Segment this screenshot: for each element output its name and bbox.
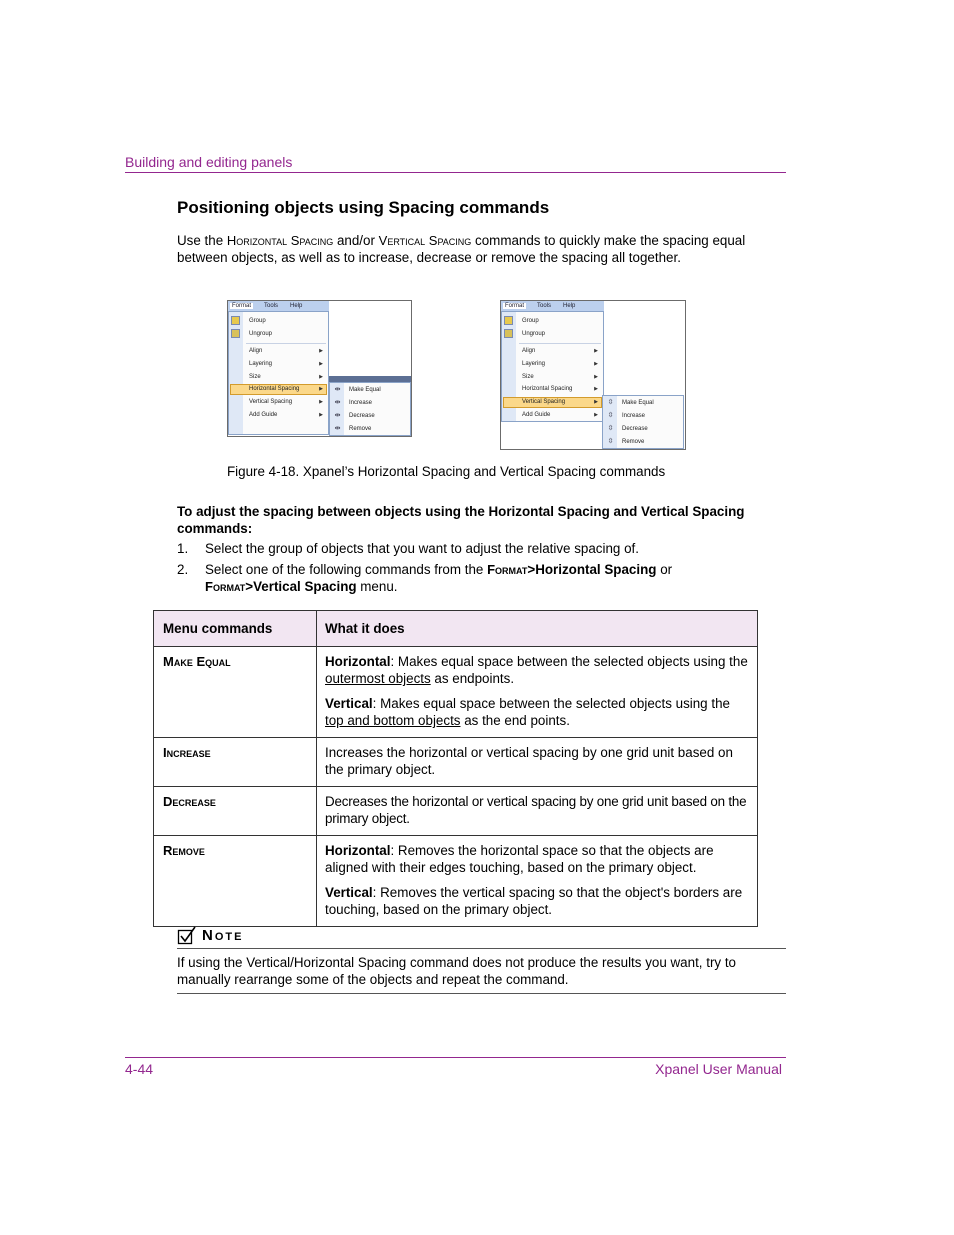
menu-item-horizontal-spacing[interactable]: Horizontal Spacing	[249, 386, 300, 392]
running-header: Building and editing panels	[125, 154, 293, 170]
submenu-arrow-icon: ▶	[594, 386, 598, 392]
menu-item-horizontal-spacing[interactable]: Horizontal Spacing	[522, 386, 573, 392]
table-header-row	[154, 611, 758, 647]
cmd-make-equal: Make Equal	[163, 654, 231, 669]
format-menu	[501, 311, 604, 422]
outermost-objects-link[interactable]: outermost objects	[325, 671, 431, 686]
horizontal-spacing-submenu	[329, 382, 411, 436]
submenu-arrow-icon: ▶	[319, 348, 323, 354]
submenu-item-remove[interactable]: Remove	[349, 426, 372, 432]
increase-icon: ⇳	[607, 412, 614, 419]
step-text: Select one of the following commands from the Format>Horizontal Spacing or Format>Vertical Spacing menu.	[205, 562, 673, 594]
submenu-item-increase[interactable]: Increase	[622, 413, 646, 419]
decrease-description: Decreases the horizontal or vertical spacing by one grid unit based on the primary object.	[325, 794, 747, 826]
increase-description: Increases the horizontal or vertical spacing by one grid unit based on the primary object.	[325, 745, 733, 777]
menu-help[interactable]: Help	[290, 303, 303, 309]
submenu-arrow-icon: ▶	[594, 348, 598, 354]
cmd-horizontal-spacing: Horizontal Spacing	[226, 233, 334, 248]
page-number: 4-44	[125, 1061, 154, 1077]
menu-item-align[interactable]: Align	[522, 348, 536, 354]
menu-item-vertical-spacing[interactable]: Vertical Spacing	[522, 399, 566, 405]
footer-rule	[125, 1057, 786, 1058]
format-menu-ref: Format	[487, 562, 528, 577]
submenu-item-decrease[interactable]: Decrease	[349, 413, 375, 419]
menu-item-size[interactable]: Size	[522, 374, 534, 380]
intro-text: and/or	[333, 233, 379, 248]
manual-title: Xpanel User Manual	[655, 1061, 782, 1077]
note-text: If using the Vertical/Horizontal Spacing command does not produce the results you want, try to manually rearrange some of the objects and repeat the command.	[177, 955, 736, 987]
make-equal-icon: ⇳	[607, 399, 614, 406]
step-number: 2.	[177, 562, 189, 577]
make-equal-icon: ⇹	[334, 386, 341, 393]
step-text: Select the group of objects that you want to adjust the relative spacing of.	[205, 541, 639, 556]
commands-table	[153, 610, 758, 927]
menu-help[interactable]: Help	[563, 303, 576, 309]
checkbox-check-icon	[177, 926, 197, 946]
step-number: 1.	[177, 541, 189, 556]
header-menu-commands: Menu commands	[154, 611, 317, 647]
remove-horizontal: Horizontal: Removes the horizontal space so that the objects are aligned with their edges touching, based on the primary object.	[325, 843, 714, 875]
menu-tools[interactable]: Tools	[537, 303, 552, 309]
submenu-item-increase[interactable]: Increase	[349, 400, 373, 406]
submenu-item-make-equal[interactable]: Make Equal	[622, 400, 654, 406]
format-menu	[228, 311, 329, 435]
cmd-remove: Remove	[163, 843, 205, 858]
menu-bar	[501, 301, 604, 311]
menu-item-group[interactable]: Group	[249, 318, 266, 324]
menu-item-align[interactable]: Align	[249, 348, 263, 354]
remove-icon: ⇳	[607, 438, 614, 445]
format-menu-ref: Format	[205, 579, 246, 594]
menu-item-add-guide[interactable]: Add Guide	[249, 412, 278, 418]
menu-item-size[interactable]: Size	[249, 374, 261, 380]
menu-item-ungroup[interactable]: Ungroup	[249, 331, 273, 337]
screenshot-vertical-spacing	[500, 300, 686, 450]
header-rule	[125, 172, 786, 173]
submenu-arrow-icon: ▶	[319, 386, 323, 392]
menu-item-ungroup[interactable]: Ungroup	[522, 331, 546, 337]
menu-bar	[228, 301, 329, 311]
make-equal-horizontal: Horizontal: Makes equal space between the selected objects using the outermost objects as endpoints.	[325, 654, 748, 686]
submenu-arrow-icon: ▶	[319, 361, 323, 367]
intro-text: commands to quickly make the spacing equal between objects, as well as to increase, decrease or remove the spacing all together.	[177, 233, 746, 265]
decrease-icon: ⇹	[334, 412, 341, 419]
menu-item-vertical-spacing[interactable]: Vertical Spacing	[249, 399, 293, 405]
menu-tools[interactable]: Tools	[264, 303, 279, 309]
table-row	[154, 836, 758, 927]
vertical-spacing-submenu	[602, 395, 684, 449]
top-bottom-objects-link[interactable]: top and bottom objects	[325, 713, 461, 728]
vertical-spacing-ref: >Vertical Spacing	[245, 579, 357, 594]
ungroup-icon	[504, 329, 513, 338]
submenu-arrow-icon: ▶	[319, 412, 323, 418]
submenu-item-make-equal[interactable]: Make Equal	[349, 387, 381, 393]
ungroup-icon	[231, 329, 240, 338]
screenshot-horizontal-spacing	[227, 300, 412, 437]
group-icon	[231, 316, 240, 325]
submenu-arrow-icon: ▶	[594, 361, 598, 367]
submenu-item-remove[interactable]: Remove	[622, 439, 645, 445]
increase-icon: ⇹	[334, 399, 341, 406]
header-what-it-does: What it does	[317, 611, 758, 647]
group-icon	[504, 316, 513, 325]
section-title: Positioning objects using Spacing commands	[177, 198, 550, 217]
note-rule-bottom	[177, 993, 786, 994]
submenu-arrow-icon: ▶	[594, 374, 598, 380]
menu-format[interactable]: Format	[232, 303, 252, 309]
figure-caption: Figure 4-18. Xpanel’s Horizontal Spacing and Vertical Spacing commands	[227, 464, 666, 479]
intro-paragraph	[177, 232, 757, 266]
menu-item-layering[interactable]: Layering	[249, 361, 273, 367]
decrease-icon: ⇳	[607, 425, 614, 432]
remove-icon: ⇹	[334, 425, 341, 432]
cmd-decrease: Decrease	[163, 794, 216, 809]
submenu-arrow-icon: ▶	[319, 399, 323, 405]
cmd-vertical-spacing: Vertical Spacing	[378, 233, 472, 248]
menu-item-add-guide[interactable]: Add Guide	[522, 412, 551, 418]
note-label: Note	[202, 927, 244, 944]
submenu-arrow-icon: ▶	[594, 412, 598, 418]
note-rule-top	[177, 948, 786, 949]
intro-text: Use the	[177, 233, 227, 248]
menu-item-layering[interactable]: Layering	[522, 361, 546, 367]
submenu-item-decrease[interactable]: Decrease	[622, 426, 648, 432]
remove-vertical: Vertical: Removes the vertical spacing so that the object's borders are touching, based on the primary object.	[325, 885, 743, 917]
cmd-increase: Increase	[163, 745, 211, 760]
table-row	[154, 738, 758, 787]
table-row	[154, 647, 758, 738]
procedure-heading: To adjust the spacing between objects using the Horizontal Spacing and Vertical Spacing commands:	[177, 504, 745, 536]
menu-item-group[interactable]: Group	[522, 318, 539, 324]
menu-format[interactable]: Format	[505, 303, 525, 309]
submenu-arrow-icon: ▶	[319, 374, 323, 380]
make-equal-vertical: Vertical: Makes equal space between the selected objects using the top and bottom objects as the end points.	[325, 696, 730, 728]
submenu-arrow-icon: ▶	[594, 399, 598, 405]
table-row	[154, 787, 758, 836]
horizontal-spacing-ref: >Horizontal Spacing	[527, 562, 657, 577]
